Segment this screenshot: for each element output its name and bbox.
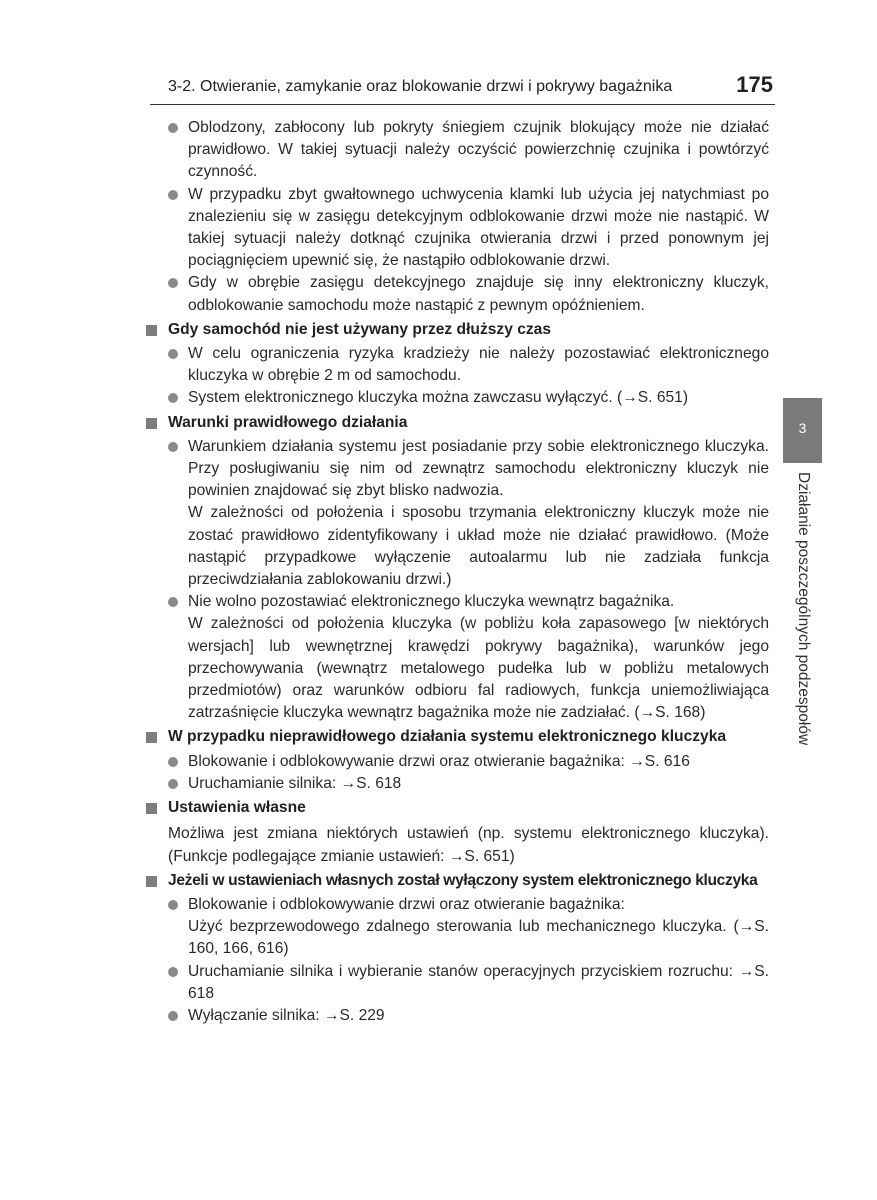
bullet-text: Gdy w obrębie zasięgu detekcyjnego znajduje się inny elektroniczny kluczyk, odblokowanie samochodu może nastąpić z pewnym opóźnieniem. [188, 274, 769, 314]
bullet-icon [168, 1011, 178, 1021]
bullet-text-continued: W zależności od położenia i sposobu trzymania elektroniczny kluczyk może nie zostać prawidłowo zidentyfikowany i układ może nie działać prawidłowo. (Może nastąpić przypadkowe wyłączenie autoalarmu lub nie zadziała funkcja przeciwdziałania zablokowaniu drzwi.) [188, 504, 769, 589]
bullet-text-continued: Użyć bezprzewodowego zdalnego sterowania lub mechanicznego kluczyka. (→S. 160, 166, 616) [188, 918, 769, 958]
bullet-text: W celu ograniczenia ryzyka kradzieży nie należy pozostawiać elektronicznego kluczyka w obrębie 2 m od samochodu. [188, 345, 769, 385]
bullet-item [144, 1005, 769, 1027]
bullet-text: W przypadku zbyt gwałtownego uchwycenia klamki lub użycia jej natychmiast po znalezieniu się w zasięgu detekcyjnym odblokowanie drzwi może nie nastąpić. W takiej sytuacji należy dotknąć czujnika otwierania drzwi i przed ponownym jej pociągnięciem upewnić się, że nastąpiło odblokowanie drzwi. [188, 185, 769, 270]
bullet-icon [168, 597, 178, 607]
bullet-item [144, 272, 769, 316]
bullet-item [144, 751, 769, 773]
bullet-icon [168, 967, 178, 977]
bullet-icon [168, 123, 178, 133]
section-heading-text: Warunki prawidłowego działania [168, 413, 408, 431]
section-heading [144, 319, 769, 341]
header-title: 3-2. Otwieranie, zamykanie oraz blokowanie drzwi i pokrywy bagażnika [168, 78, 673, 95]
bullet-item [144, 961, 769, 1005]
chapter-side-label: Działanie poszczególnych podzespołów [795, 472, 812, 746]
page-number: 175 [736, 72, 773, 97]
bullet-item [144, 436, 769, 591]
bullet-text: Uruchamianie silnika i wybieranie stanów operacyjnych przyciskiem rozruchu: →S. 618 [188, 962, 769, 1002]
bullet-text: Nie wolno pozostawiać elektronicznego kluczyka wewnątrz bagażnika. [188, 593, 675, 611]
page-content [144, 117, 769, 1027]
page-header [150, 72, 775, 105]
chapter-tab [783, 398, 822, 463]
bullet-item [144, 117, 769, 184]
bullet-icon [168, 349, 178, 359]
bullet-icon [168, 278, 178, 288]
square-bullet-icon [146, 876, 157, 887]
section-heading [144, 726, 769, 748]
bullet-icon [168, 779, 178, 789]
bullet-text: Oblodzony, zabłocony lub pokryty śniegiem czujnik blokujący może nie działać prawidłowo. W takiej sytuacji należy oczyścić powierzchnię czujnika i powtórzyć czynność. [188, 119, 769, 181]
square-bullet-icon [146, 803, 157, 814]
bullet-icon [168, 442, 178, 452]
bullet-item [144, 591, 769, 724]
paragraph [144, 823, 769, 867]
square-bullet-icon [146, 732, 157, 743]
square-bullet-icon [146, 418, 157, 429]
bullet-text: Wyłączanie silnika: →S. 229 [188, 1006, 385, 1024]
bullet-item [144, 387, 769, 409]
bullet-item [144, 773, 769, 795]
bullet-icon [168, 900, 178, 910]
section-heading [144, 797, 769, 819]
bullet-text: System elektronicznego kluczyka można zawczasu wyłączyć. (→S. 651) [188, 389, 689, 407]
bullet-item [144, 894, 769, 961]
bullet-item [144, 343, 769, 387]
bullet-text-continued: W zależności od położenia kluczyka (w pobliżu koła zapasowego [w niektórych wersjach] lub wewnętrznej krawędzi pokrywy bagażnika), warunków jego przechowywania (wewnątrz metalowego pudełka lub w pobliżu metalowych przedmiotów) oraz warunków odbioru fal radiowych, funkcja uniemożliwiająca zatrzaśnięcie kluczyka wewnątrz bagażnika może nie zadziałać. (→S. 168) [188, 615, 769, 722]
section-heading-text: Jeżeli w ustawieniach własnych został wyłączony system elektronicznego kluczyka [168, 871, 758, 889]
section-heading [144, 412, 769, 434]
section-heading-text: Gdy samochód nie jest używany przez dłuższy czas [168, 320, 552, 338]
bullet-text: Blokowanie i odblokowywanie drzwi oraz otwieranie bagażnika: →S. 616 [188, 752, 690, 770]
section-heading-text: W przypadku nieprawidłowego działania systemu elektronicznego kluczyka [168, 728, 727, 746]
bullet-text: Uruchamianie silnika: →S. 618 [188, 774, 402, 792]
paragraph-text: Możliwa jest zmiana niektórych ustawień (np. systemu elektronicznego kluczyka). (Funkcje podlegające zmianie ustawień: →S. 651) [168, 825, 769, 865]
bullet-text: Blokowanie i odblokowywanie drzwi oraz otwieranie bagażnika: [188, 895, 625, 913]
section-heading [144, 870, 769, 892]
bullet-icon [168, 393, 178, 403]
bullet-text: Warunkiem działania systemu jest posiadanie przy sobie elektronicznego kluczyka. Przy posługiwaniu się nim od zewnątrz samochodu elektroniczny kluczyk nie powinien znajdować się zbyt blisko nadwozia. [188, 437, 769, 500]
bullet-icon [168, 757, 178, 767]
square-bullet-icon [146, 325, 157, 336]
section-heading-text: Ustawienia własne [168, 799, 306, 817]
bullet-icon [168, 190, 178, 200]
chapter-number: 3 [798, 420, 807, 436]
bullet-item [144, 184, 769, 273]
